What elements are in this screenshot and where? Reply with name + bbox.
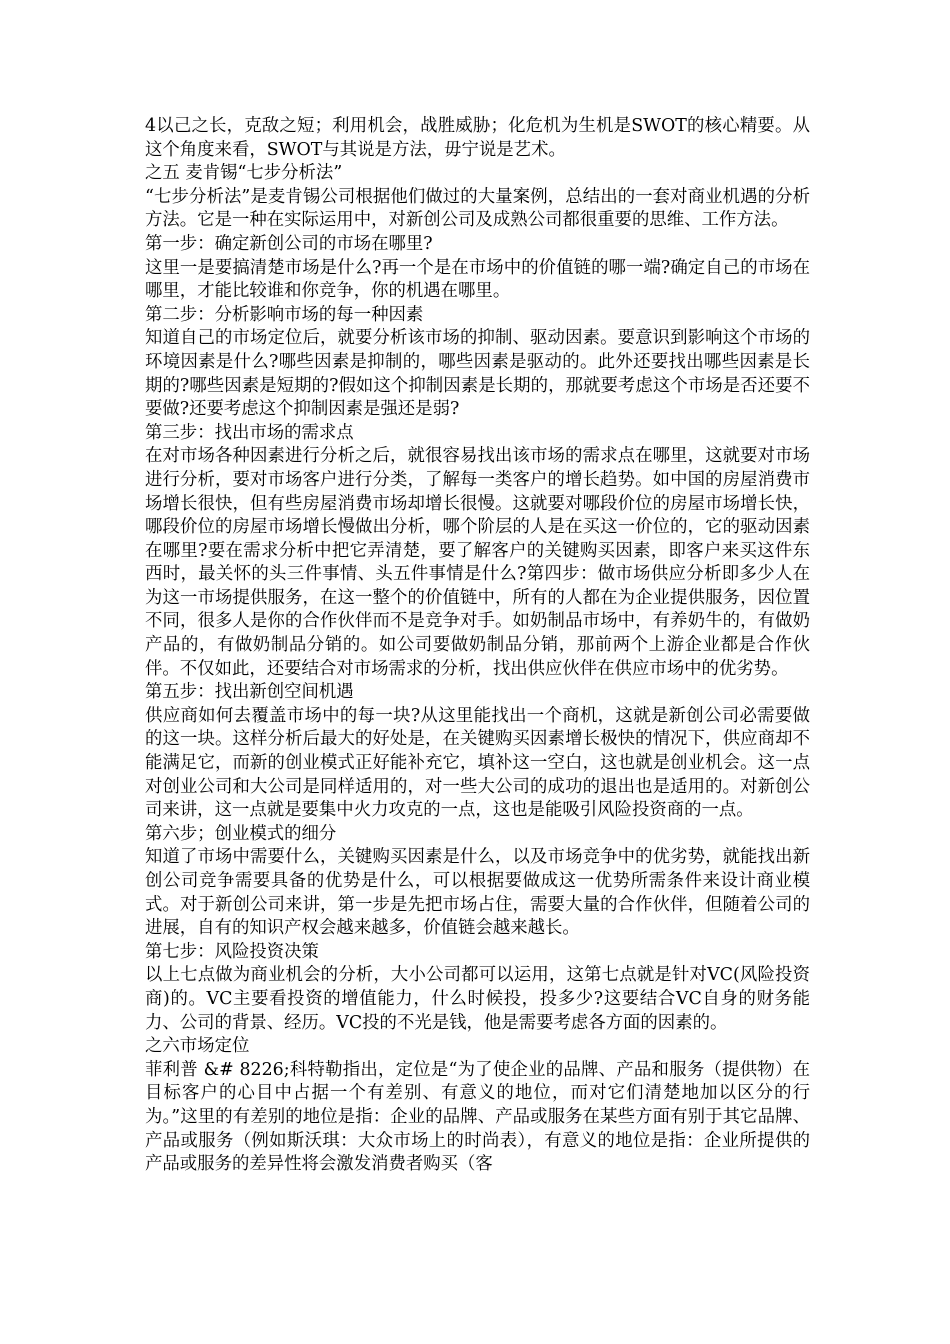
step-heading-6: 第六步；创业模式的细分	[145, 823, 337, 844]
paragraph-step-7: 以上七点做为商业机会的分析，大小公司都可以运用，这第七点就是针对VC(风险投资商)的。VC主要看投资的增值能力，什么时候投，投多少?这要结合VC自身的财务能力、公司的背景、经历。VC投的不光是钱，他是需要考虑各方面的因素的。	[145, 965, 810, 1033]
step-heading-1: 第一步：确定新创公司的市场在哪里?	[145, 233, 433, 254]
paragraph-step-3-4: 在对市场各种因素进行分析之后，就很容易找出该市场的需求点在哪里，这就要对市场进行分析，要对市场客户进行分类，了解每一类客户的增长趋势。如中国的房屋消费市场增长很快，但有些房屋消费市场却增长很慢。这就要对哪段价位的房屋市场增长快，哪段价位的房屋市场增长慢做出分析，哪个阶层的人是在买这一价位的，它的驱动因素在哪里?要在需求分析中把它弄清楚，要了解客户的关键购买因素，即客户来买这件东西时，最关怀的头三件事情、头五件事情是什么?第四步：做市场供应分析即多少人在为这一市场提供服务，在这一整个的价值链中，所有的人都在为企业提供服务，因位置不同，很多人是你的合作伙伴而不是竞争对手。如奶制品市场中，有养奶牛的，有做奶产品的，有做奶制品分销的。如公司要做奶制品分销，那前两个上游企业都是合作伙伴。不仅如此，还要结合对市场需求的分析，找出供应伙伴在供应市场中的优劣势。	[145, 446, 810, 679]
paragraph-step-6: 知道了市场中需要什么，关键购买因素是什么，以及市场竞争中的优劣势，就能找出新创公司竞争需要具备的优势是什么，可以根据要做成这一优势所需条件来设计商业模式。对于新创公司来讲，第一步是先把市场占住，需要大量的合作伙伴，但随着公司的进展，自有的知识产权会越来越多，价值链会越来越长。	[145, 847, 810, 939]
section-heading-mckinsey: 之五 麦肯锡“七步分析法”	[145, 163, 343, 184]
step-heading-2: 第二步：分析影响市场的每一种因素	[145, 304, 424, 325]
paragraph-step-2: 知道自己的市场定位后，就要分析该市场的抑制、驱动因素。要意识到影响这个市场的环境因素是什么?哪些因素是抑制的，哪些因素是驱动的。此外还要找出哪些因素是长期的?哪些因素是短期的?假如这个抑制因素是长期的，那就要考虑这个市场是否还要不要做?还要考虑这个抑制因素是强还是弱?	[145, 328, 810, 420]
paragraph-positioning: 菲利普 &# 8226;科特勒指出，定位是“为了使企业的品牌、产品和服务（提供物）在目标客户的心目中占据一个有差别、有意义的地位，而对它们清楚地加以区分的行为。”这里的有差别的地位是指：企业的品牌、产品或服务在某些方面有别于其它品牌、产品或服务（例如斯沃琪：大众市场上的时尚表），有意义的地位是指：企业所提供的产品或服务的差异性将会激发消费者购买（客	[145, 1059, 810, 1175]
step-heading-7: 第七步：风险投资决策	[145, 941, 319, 962]
step-heading-3: 第三步：找出市场的需求点	[145, 422, 354, 443]
paragraph-seven-step-intro: “七步分析法”是麦肯锡公司根据他们做过的大量案例，总结出的一套对商业机遇的分析方法。它是一种在实际运用中，对新创公司及成熟公司都很重要的思维、工作方法。	[145, 186, 810, 231]
step-heading-5: 第五步：找出新创空间机遇	[145, 682, 354, 703]
paragraph-step-5: 供应商如何去覆盖市场中的每一块?从这里能找出一个商机，这就是新创公司必需要做的这一块。这样分析后最大的好处是，在关键购买因素增长极快的情况下，供应商却不能满足它，而新的创业模式正好能补充它，填补这一空白，这也就是创业机会。这一点对创业公司和大公司是同样适用的，对一些大公司的成功的退出也是适用的。对新创公司来讲，这一点就是要集中火力攻克的一点，这也是能吸引风险投资商的一点。	[145, 705, 810, 821]
paragraph-step-1: 这里一是要搞清楚市场是什么?再一个是在市场中的价值链的哪一端?确定自己的市场在哪里，才能比较谁和你竞争，你的机遇在哪里。	[145, 257, 810, 302]
section-heading-positioning: 之六市场定位	[145, 1036, 250, 1057]
paragraph-swot-summary: 4以己之长，克敌之短；利用机会，战胜威胁；化危机为生机是SWOT的核心精要。从这个角度来看，SWOT与其说是方法，毋宁说是艺术。	[145, 116, 810, 160]
document-body	[145, 115, 810, 1177]
